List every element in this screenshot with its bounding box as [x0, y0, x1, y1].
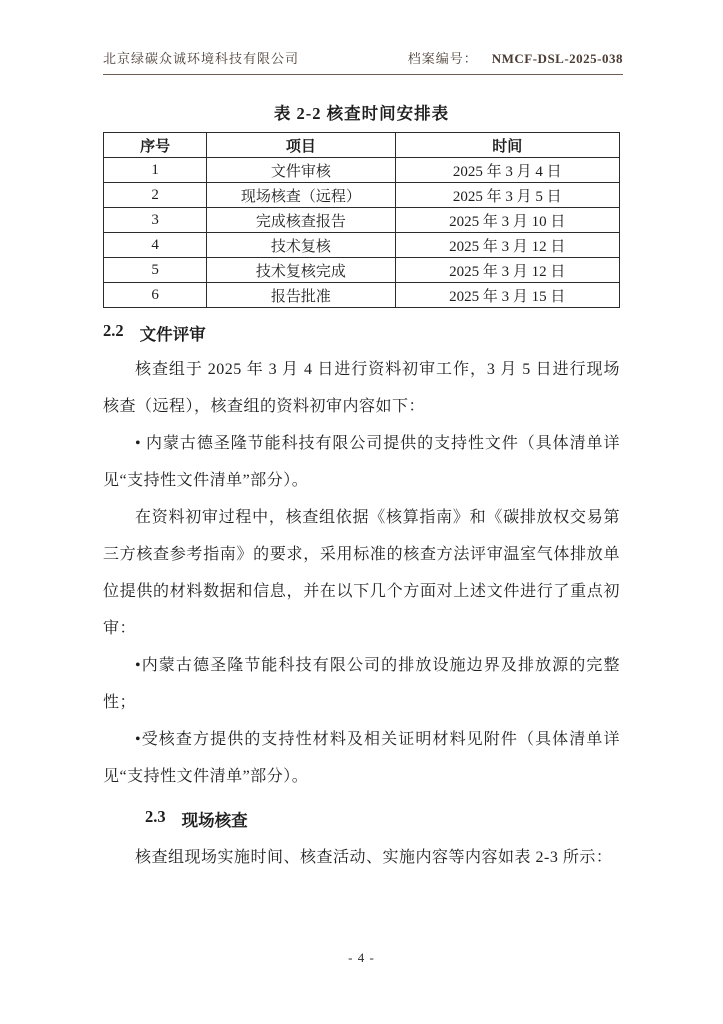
- company-name: 北京绿碳众诚环境科技有限公司: [103, 51, 300, 66]
- cell-item: 完成核查报告: [207, 208, 395, 233]
- bullet-evidence-materials: •受核查方提供的支持性材料及相关证明材料见附件（具体清单详见“支持性文件清单”部分）。: [103, 731, 620, 785]
- table-row: [104, 283, 620, 308]
- column-header-no: 序号: [104, 133, 207, 158]
- paragraph-intro: 核查组于 2025 年 3 月 4 日进行资料初审工作，3 月 5 日进行现场核查（远程），核查组的资料初审内容如下：: [103, 361, 620, 415]
- section-heading-2-2: [103, 321, 620, 345]
- cell-item: 现场核查（远程）: [207, 183, 395, 208]
- table-row: [104, 183, 620, 208]
- column-header-time: 时间: [395, 133, 619, 158]
- cell-time: 2025 年 3 月 10 日: [395, 208, 619, 233]
- cell-time: 2025 年 3 月 15 日: [395, 283, 619, 308]
- cell-no: 6: [104, 283, 207, 308]
- cell-time: 2025 年 3 月 12 日: [395, 258, 619, 283]
- column-header-item: 项目: [207, 133, 395, 158]
- cell-time: 2025 年 3 月 12 日: [395, 233, 619, 258]
- table-row: [104, 158, 620, 183]
- paragraph-onsite-intro: 核查组现场实施时间、核查活动、实施内容等内容如表 2-3 所示：: [135, 849, 613, 866]
- section-title: 现场核查: [181, 811, 248, 830]
- page-number: - 4 -: [348, 950, 375, 965]
- bullet-supporting-documents: • 内蒙古德圣隆节能科技有限公司提供的支持性文件（具体清单详见“支持性文件清单”部分）。: [103, 435, 620, 489]
- section-title: 文件评审: [139, 325, 206, 344]
- verification-schedule-table: [103, 132, 620, 308]
- archive-number-group: [408, 48, 623, 67]
- cell-no: 4: [104, 233, 207, 258]
- timetable-body: [104, 158, 620, 308]
- cell-item: 文件审核: [207, 158, 395, 183]
- page-header: [103, 48, 623, 75]
- bullet-boundary-completeness: •内蒙古德圣隆节能科技有限公司的排放设施边界及排放源的完整性；: [103, 657, 620, 711]
- table-row: [104, 258, 620, 283]
- archive-number: NMCF-DSL-2025-038: [491, 51, 623, 66]
- cell-no: 1: [104, 158, 207, 183]
- table-header-row: [104, 133, 620, 158]
- cell-item: 报告批准: [207, 283, 395, 308]
- paragraph-review-process: 在资料初审过程中，核查组依据《核算指南》和《碳排放权交易第三方核查参考指南》的要求，采用标准的核查方法评审温室气体排放单位提供的材料数据和信息，并在以下几个方面对上述文件进行了重点初审：: [103, 509, 620, 637]
- cell-item: 技术复核完成: [207, 258, 395, 283]
- cell-no: 3: [104, 208, 207, 233]
- cell-no: 5: [104, 258, 207, 283]
- cell-time: 2025 年 3 月 4 日: [395, 158, 619, 183]
- section-number: 2.3: [145, 807, 166, 826]
- cell-no: 2: [104, 183, 207, 208]
- section-heading-2-3: [103, 807, 620, 831]
- table-row: [104, 208, 620, 233]
- section-number: 2.2: [103, 321, 124, 340]
- archive-label: 档案编号：: [407, 51, 478, 66]
- document-body: [103, 92, 620, 876]
- cell-time: 2025 年 3 月 5 日: [395, 183, 619, 208]
- cell-item: 技术复核: [207, 233, 395, 258]
- table-row: [104, 233, 620, 258]
- table-title: 表 2-2 核查时间安排表: [273, 104, 450, 123]
